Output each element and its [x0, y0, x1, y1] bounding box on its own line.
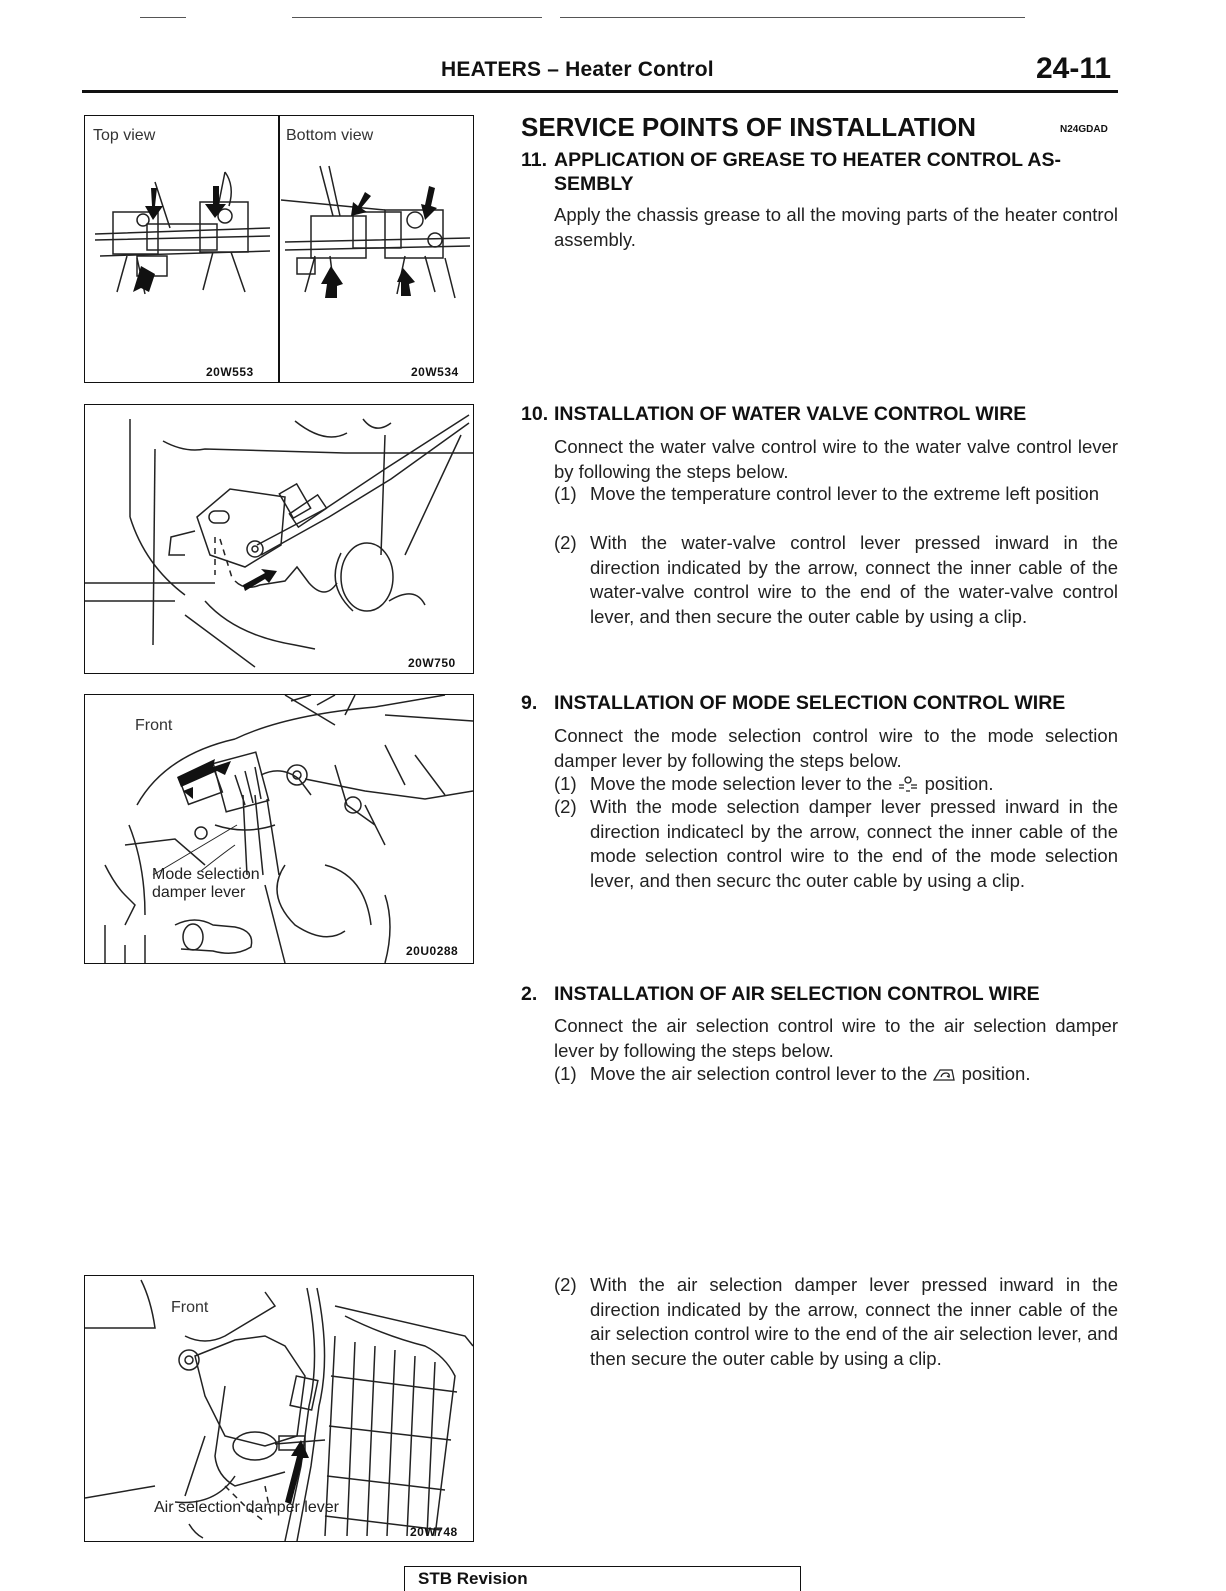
step-number: (1) — [554, 773, 577, 794]
item-2-heading-text: INSTALLATION OF AIR SELECTION CONTROL WIRE — [554, 983, 1040, 1005]
step-number: (2) — [554, 532, 577, 553]
step-number: (2) — [554, 796, 577, 817]
item-11-heading-line2: SEMBLY — [554, 173, 634, 195]
item-9-step-1 — [554, 772, 1118, 797]
header-rule — [82, 90, 1118, 93]
figure-code: 20W553 — [206, 365, 254, 379]
recirculation-icon — [932, 1066, 956, 1082]
page-header-title: HEATERS – Heater Control — [441, 58, 714, 81]
top-view-label: Top view — [93, 127, 156, 144]
figure-air-selection-damper — [84, 1275, 474, 1542]
item-11-text: Apply the chassis grease to all the moving parts of the heater control assembly. — [554, 204, 1118, 250]
mode-selection-callout-line2: damper lever — [152, 884, 246, 901]
item-10-heading-text: INSTALLATION OF WATER VALVE CONTROL WIRE — [554, 403, 1027, 425]
item-11-heading — [521, 148, 1121, 196]
top-scan-line — [140, 17, 186, 18]
mode-selection-damper-drawing — [85, 695, 473, 963]
figure-code: 20W534 — [411, 365, 459, 379]
figure-water-valve-lever — [84, 404, 474, 674]
figure-code: 20W748 — [410, 1525, 458, 1539]
section-code: N24GDAD — [1060, 124, 1108, 135]
item-number: 10. — [521, 403, 549, 425]
page-number: 24-11 — [1036, 52, 1112, 85]
step-text: Move the mode selection lever to the — [590, 773, 893, 794]
item-10-step-2 — [554, 531, 1118, 629]
step-text: With the water-valve control lever pressed inward in the direction indicated by the arrow, connect the inner cable of the water-valve control wire to the end of the water-valve control lever, and then secure the outer cable by using a clip. — [590, 532, 1118, 627]
heater-control-top-bottom-drawing — [85, 116, 473, 382]
front-label: Front — [135, 717, 173, 734]
item-number: 11. — [521, 149, 548, 171]
water-valve-lever-drawing — [85, 405, 473, 673]
footer-revision: STB Revision — [418, 1569, 528, 1588]
item-11-heading-line1: APPLICATION OF GREASE TO HEATER CONTROL AS- — [554, 149, 1062, 171]
item-9-text: Connect the mode selection control wire to the mode selection damper lever by following the steps below. — [554, 725, 1118, 771]
mode-selection-callout-line1: Mode selection — [152, 866, 260, 883]
item-9-heading-text: INSTALLATION OF MODE SELECTION CONTROL WIRE — [554, 692, 1066, 714]
item-2-heading — [521, 982, 1121, 1006]
step-number: (1) — [554, 483, 577, 504]
section-title: SERVICE POINTS OF INSTALLATION — [521, 112, 977, 142]
item-number: 2. — [521, 983, 538, 1005]
item-2-text: Connect the air selection control wire to the air selection damper lever by following the steps below. — [554, 1015, 1118, 1061]
air-selection-callout: Air selection damper lever — [154, 1499, 339, 1516]
step-text: With the mode selection damper lever pressed inward in the direction indicatecl by the arrow, connect the inner cable of the mode selection control wire to the end of the mode selection lever, and then securc thc outer cable by using a clip. — [590, 796, 1118, 891]
item-number: 9. — [521, 692, 538, 714]
bottom-view-label: Bottom view — [286, 127, 374, 144]
item-10-text: Connect the water valve control wire to the water valve control lever by following the steps below. — [554, 436, 1118, 482]
figure-code: 20W750 — [408, 656, 456, 670]
item-10-heading — [521, 402, 1121, 426]
item-9-step-2 — [554, 795, 1118, 893]
vent-mode-icon — [897, 775, 919, 793]
top-scan-line — [292, 17, 542, 18]
figure-mode-selection-damper — [84, 694, 474, 964]
figure-top-bottom-view — [84, 115, 474, 383]
top-scan-line — [560, 17, 1025, 18]
step-number: (2) — [554, 1274, 577, 1295]
step-text: Move the air selection control lever to the — [590, 1063, 928, 1084]
step-number: (1) — [554, 1063, 577, 1084]
step-text: With the air selection damper lever pressed inward in the direction indicated by the arrow, connect the inner cable of the air selection control wire to the end of the air selection lever, and then secure the outer cable by using a clip. — [590, 1274, 1118, 1369]
item-2-step-1 — [554, 1062, 1118, 1087]
step-text: position. — [961, 1063, 1031, 1084]
item-2-step-2 — [554, 1273, 1118, 1371]
step-text: Move the temperature control lever to the extreme left position — [590, 483, 1100, 504]
figure-code: 20U0288 — [406, 944, 459, 958]
item-9-heading — [521, 691, 1121, 715]
front-label: Front — [171, 1299, 209, 1316]
item-10-step-1 — [554, 482, 1118, 507]
step-text: position. — [924, 773, 994, 794]
